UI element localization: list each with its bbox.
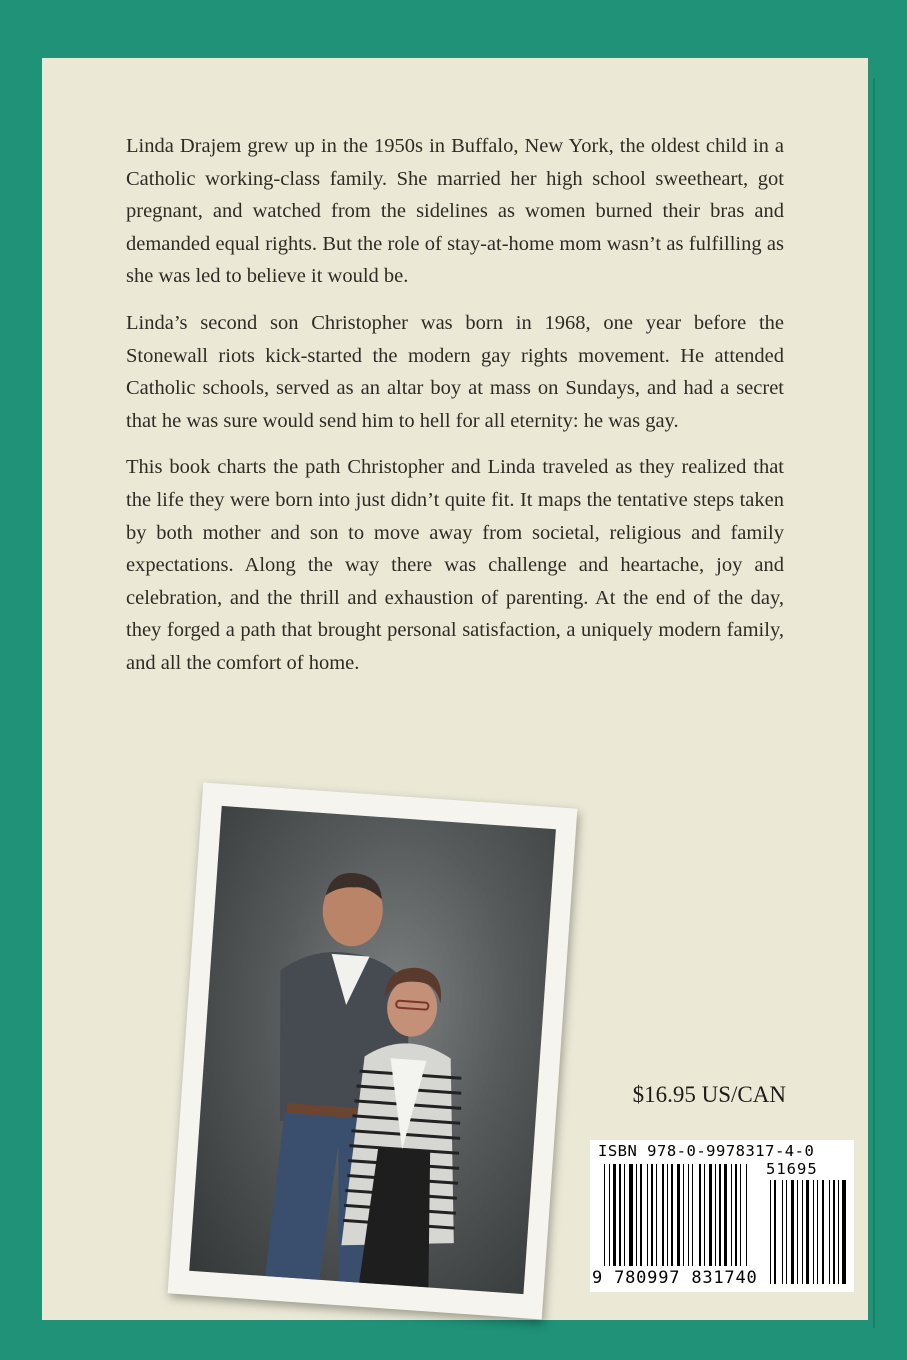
author-photo bbox=[189, 806, 556, 1294]
isbn-barcode bbox=[590, 1140, 854, 1292]
price-label: $16.95 US/CAN bbox=[632, 1082, 786, 1107]
author-photo-illustration bbox=[189, 806, 556, 1294]
author-photo-frame bbox=[168, 783, 578, 1320]
barcode-addon-digits: 51695 bbox=[766, 1160, 818, 1178]
book-blurb bbox=[126, 130, 784, 694]
isbn-label: ISBN 978-0-9978317-4-0 bbox=[598, 1142, 815, 1160]
blurb-paragraph-1: Linda Drajem grew up in the 1950s in Buffalo, New York, the oldest child in a Catholic working-class family. She married her high school sweetheart, got pregnant, and watched from the sidelines as women burned their bras and demanded equal rights. But the role of stay-at-home mom wasn’t as fulfilling as she was led to believe it would be. bbox=[126, 135, 784, 288]
barcode-ean-digits: 9 780997 831740 bbox=[592, 1268, 758, 1288]
blurb-paragraph-3: This book charts the path Christopher and Linda traveled as they realized that the life they were born into just didn’t quite fit. It maps the tentative steps taken by both mother and son to move away from societal, religious and family expectations. Along the way there was challenge and heartache, joy and celebration, and the thrill and exhaustion of parenting. At the end of the day, they forged a path that brought personal satisfaction, a uniquely modern family, and all the comfort of home. bbox=[126, 456, 784, 674]
spine-edge-line bbox=[873, 78, 875, 1328]
blurb-paragraph-2: Linda’s second son Christopher was born in 1968, one year before the Stonewall riots kick-started the modern gay rights movement. He attended Catholic schools, served as an altar boy at mass on Sundays, and had a secret that he was sure would send him to hell for all eternity: he was gay. bbox=[126, 311, 784, 432]
